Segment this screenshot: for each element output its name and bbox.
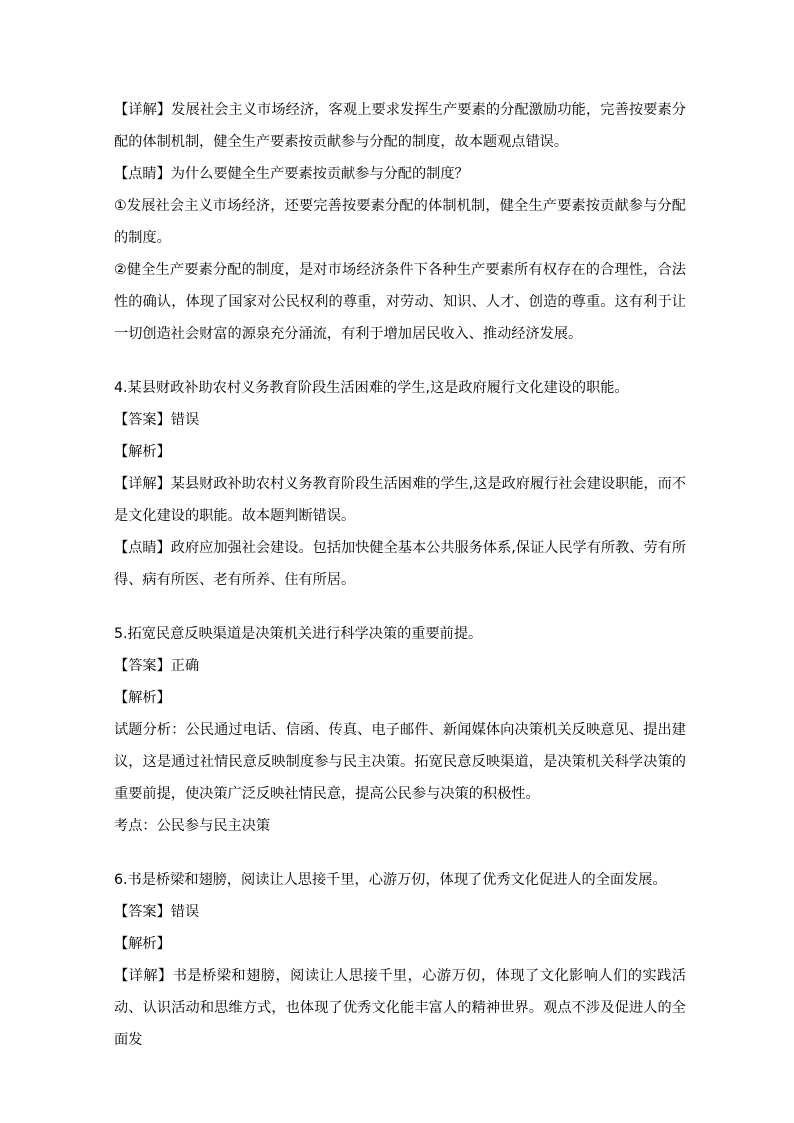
analysis-5: 试题分析：公民通过电话、信函、传真、电子邮件、新闻媒体向决策机关反映意见、提出建议，这是通过社情民意反映制度参与民主决策。拓宽民意反映渠道，是决策机关科学决策的重要前提，使决策广泛反映社情民意，提高公民参与决策的积极性。 — [114, 722, 686, 802]
spacer — [114, 842, 686, 864]
question-4: 4.某县财政补助农村义务教育阶段生活困难的学生,这是政府履行文化建设的职能。 — [114, 380, 629, 396]
paragraph-tip-1: 【点睛】为什么要健全生产要素按贡献参与分配的制度？ — [114, 166, 469, 182]
answer-6: 【答案】错误 — [114, 904, 200, 920]
document-page — [114, 94, 686, 1056]
detail-4: 【详解】某县财政补助农村义务教育阶段生活困难的学生,这是政府履行社会建设职能，而不是文化建设的职能。故本题判断错误。 — [114, 476, 687, 524]
spacer — [114, 596, 686, 618]
paragraph-point-2: ②健全生产要素分配的制度，是对市场经济条件下各种生产要素所有权存在的合理性，合法性的确认，体现了国家对公民权利的尊重，对劳动、知识、人才、创造的尊重。这有利于让一切创造社会财富的源泉充分涌流，有利于增加居民收入、推动经济发展。 — [114, 262, 686, 342]
paragraph-detail-1: 【详解】发展社会主义市场经济，客观上要求发挥生产要素的分配激励功能，完善按要素分配的体制机制，健全生产要素按贡献参与分配的制度，故本题观点错误。 — [114, 102, 686, 150]
question-6: 6.书是桥梁和翅膀，阅读让人思接千里，心游万仞，体现了优秀文化促进人的全面发展。 — [114, 872, 667, 888]
tip-4: 【点睛】政府应加强社会建设。包括加快健全基本公共服务体系,保证人民学有所教、劳有所得、病有所医、老有所养、住有所居。 — [114, 540, 687, 588]
question-5: 5.拓宽民意反映渠道是决策机关进行科学决策的重要前提。 — [114, 626, 483, 642]
detail-6: 【详解】书是桥梁和翅膀，阅读让人思接千里，心游万仞，体现了文化影响人们的实践活动、认识活动和思维方式，也体现了优秀文化能丰富人的精神世界。观点不涉及促进人的全面发 — [114, 968, 686, 1048]
analysis-label-6: 【解析】 — [114, 936, 171, 952]
spacer — [114, 350, 686, 372]
analysis-label-4: 【解析】 — [114, 444, 171, 460]
answer-4: 【答案】错误 — [114, 412, 200, 428]
paragraph-point-1: ①发展社会主义市场经济，还要完善按要素分配的体制机制，健全生产要素按贡献参与分配的制度。 — [114, 198, 686, 246]
answer-5: 【答案】正确 — [114, 658, 200, 674]
analysis-label-5: 【解析】 — [114, 690, 171, 706]
exam-point-5: 考点：公民参与民主决策 — [114, 818, 271, 834]
